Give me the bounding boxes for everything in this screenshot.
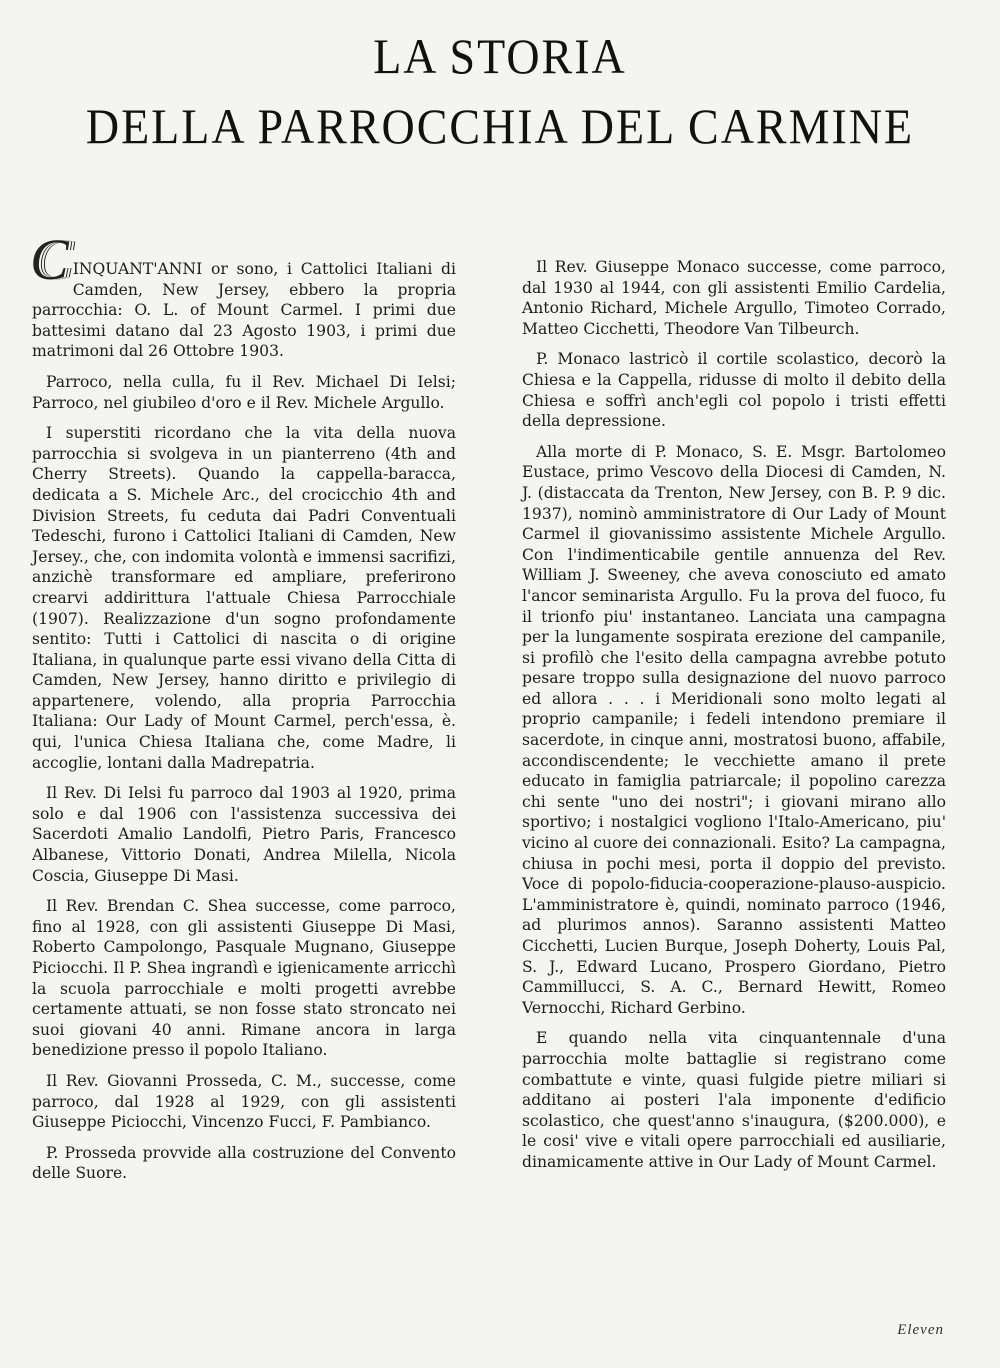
- dropcap-letter: C: [30, 227, 69, 292]
- paragraph: Il Rev. Giuseppe Monaco successe, come parroco, dal 1930 al 1944, con gli assistenti Emilio Cardelia, Antonio Richard, Michele Argullo, Timoteo Corrado, Matteo Cicchetti, Theodore Van Tilbeurch.: [522, 258, 946, 338]
- paragraph: Il Rev. Brendan C. Shea successe, come parroco, fino al 1928, con gli assistenti Giuseppe Di Masi, Roberto Campolongo, Pasquale Mugnano, Giuseppe Piciocchi. Il P. Shea ingrandì e igienicamente arricchì la scuola parrocchiale e molti progetti avrebbe certamente attuati, se non fosse stato stroncato nei suoi giovani 40 anni. Rimane ancora in larga benedizione presso il popolo Italiano.: [32, 897, 456, 1060]
- paragraph: [30, 227, 456, 362]
- paragraph: P. Prosseda provvide alla costruzione del Convento delle Suore.: [32, 1143, 456, 1183]
- page-title-line-2: DELLA PARROCCHIA DEL CARMINE: [85, 98, 915, 155]
- right-column: [522, 257, 946, 1183]
- paragraph: E quando nella vita cinquantennale d'una parrocchia molte battaglie si registrano come combattute e vinte, quasi fulgide pietre miliari si additano ai posteri l'ala imponente d'edificio scolastico, che quest'anno s'inaugura, ($200.000), e le cosi' vive e vitali opere parrocchiali ed ausiliarie, dinamicamente attive in Our Lady of Mount Carmel.: [522, 1029, 946, 1171]
- left-column: [30, 227, 456, 1194]
- paragraph: I superstiti ricordano che la vita della nuova parrocchia si svolgeva in un pianterreno (4th and Cherry Streets). Quando la cappella-baracca, dedicata a S. Michele Arc., del crocicchio 4th and Division Streets, fu ceduta dai Padri Conventuali Tedeschi, furono i Cattolici Italiani di Camden, New Jersey., che, con indomita volontà e immensi sacrifizi, anzichè transformare ed ampliare, preferirono crearvi addirittura l'attuale Chiesa Parrocchiale (1907). Realizzazione d'un sogno profondamente sentito: Tutti i Cattolici di nascita o di origine Italiana, in qualunque parte essi vivano della Citta di Camden, New Jersey, hanno diritto e privilegio di appartenere, volendo, alla propria Parrocchia Italiana: Our Lady of Mount Carmel, perch'essa, è. qui, l'unica Chiesa Italiana che, come Madre, li accoglie, lontani dalla Madrepatria.: [32, 424, 456, 772]
- page-title-line-1: LA STORIA: [373, 28, 627, 85]
- page-number: Eleven: [897, 1322, 944, 1338]
- paragraph: Parroco, nella culla, fu il Rev. Michael Di Ielsi; Parroco, nel giubileo d'oro e il Rev. Michele Argullo.: [32, 372, 456, 412]
- paragraph: Il Rev. Giovanni Prosseda, C. M., successe, come parroco, dal 1928 al 1929, con gli assistenti Giuseppe Piciocchi, Vincenzo Fucci, F. Pambianco.: [32, 1071, 456, 1132]
- paragraph: P. Monaco lastricò il cortile scolastico, decorò la Chiesa e la Cappella, ridusse di molto il debito della Chiesa e soffrì anch'egli col popolo i tristi effetti della depressione.: [522, 350, 946, 431]
- paragraph: Il Rev. Di Ielsi fu parroco dal 1903 al 1920, prima solo e dal 1906 con l'assistenza successiva dei Sacerdoti Amalio Landolfi, Pietro Paris, Francesco Albanese, Vittorio Donati, Andrea Milella, Nicola Coscia, Giuseppe Di Masi.: [32, 784, 456, 885]
- paragraph: Alla morte di P. Monaco, S. E. Msgr. Bartolomeo Eustace, primo Vescovo della Diocesi di Camden, N. J. (distaccata da Trenton, New Jersey, con B. P. 9 dic. 1937), nominò amministratore di Our Lady of Mount Carmel il giovanissimo assistente Michele Argullo. Con l'indimenticabile gentile annuenza del Rev. William J. Sweeney, che aveva conosciuto ed amato l'ancor seminarista Argullo. Fu la prova del fuoco, fu il trionfo piu' instantaneo. Lanciata una campagna per la lungamente sospirata erezione del campanile, si profilò che l'esito della campagna avrebbe potuto pesare troppo sulla designazione del nuovo parroco ed allora . . . i Meridionali sono molto legati al proprio campanile; i fedeli intendono premiare il sacerdote, in cinque anni, mostratosi buono, affabile, accondiscendente; le vecchiette amano il prete educato in famiglia patriarcale; il popolino carezza chi sente "uno dei nostri"; i giovani mirano allo sportivo; i nostalgici vogliono l'Italo-Americano, piu' vicino al cuore dei connazionali. Esito? La campagna, chiusa in pochi mesi, porta il doppio del previsto. Voce di popolo-fiducia-cooperazione-plauso-auspicio. L'amministratore è, quindi, nominato parroco (1946, ad plurimos annos). Saranno assistenti Matteo Cicchetti, Lucien Burque, Joseph Doherty, Louis Pal, S. J., Edward Lucano, Prospero Giordano, Pietro Cammillucci, S. A. C., Bernard Hewitt, Romeo Vernocchi, Richard Gerbino.: [522, 442, 946, 1017]
- paragraph-text: INQUANT'ANNI or sono, i Cattolici Italiani di Camden, New Jersey, ebbero la propria parrocchia: O. L. of Mount Carmel. I primi due battesimi datano dal 23 Agosto 1903, i primi due matrimoni dal 26 Ottobre 1903.: [32, 260, 456, 361]
